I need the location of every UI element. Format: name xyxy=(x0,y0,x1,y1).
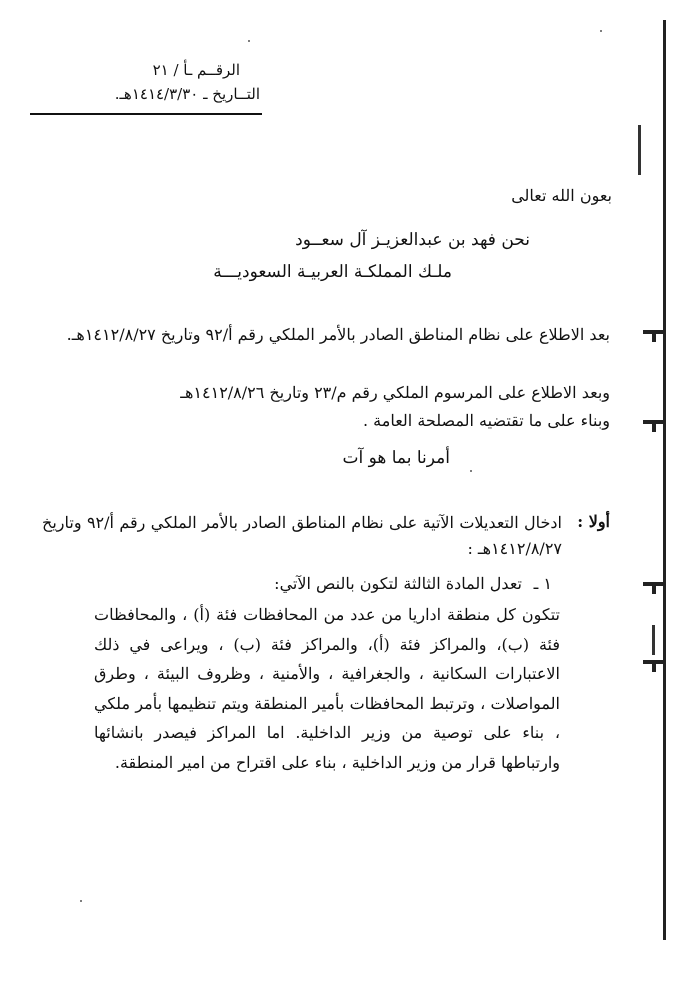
binder-mark xyxy=(643,660,665,664)
margin-rule xyxy=(663,20,666,940)
reference-number: الرقــم ـأ / ٢١ xyxy=(152,61,240,79)
binder-mark xyxy=(643,582,665,586)
speck xyxy=(80,900,82,902)
basmala: بعون الله تعالى xyxy=(511,186,612,205)
consideration-paragraph: وبعد الاطلاع على المرسوم الملكي رقم م/٢٣ وتاريخ ١٤١٢/٨/٢٦هـ xyxy=(180,383,610,402)
first-label: أولا : xyxy=(577,512,610,531)
order-line: أمرنا بما هو آت xyxy=(342,448,450,468)
first-text: ادخال التعديلات الآتية على نظام المناطق الصادر بالأمر الملكي رقم أ/٩٢ وتاريخ ١٤١٢/٨/٢٧هـ : xyxy=(42,513,563,558)
reference-date: التــاريخ ـ ١٤١٤/٣/٣٠هـ. xyxy=(114,85,260,103)
item-number: ١ ـ xyxy=(533,574,552,593)
speck xyxy=(248,40,250,42)
stray-mark xyxy=(638,125,641,175)
consideration-paragraph: بعد الاطلاع على نظام المناطق الصادر بالأمر الملكي رقم أ/٩٢ وتاريخ ١٤١٢/٨/٢٧هـ. xyxy=(66,325,610,344)
king-title: ملـك المملكـة العربيـة السعوديـــة xyxy=(213,262,452,282)
binder-mark xyxy=(643,330,665,334)
article-body: تتكون كل منطقة اداريا من عدد من المحافظات فئة (أ) ، والمحافظات فئة (ب)، والمراكز فئة (أ)، والمراكز فئة (ب) ، ويراعى في ذلك الاعتبارات السكانية ، والجغرافية ، والأمنية ، وظروف البيئة ، وطرق المواصلات ، وترتبط المحافظات بأمير المنطقة ويتم تنظيمها بأمر ملكي ، بناء على توصية من وزير الداخلية. اما المراكز فيصدر بانشائها وارتباطها قرار من وزير الداخلية ، بناء على اقتراح من امير المنطقة. xyxy=(94,605,560,772)
stray-mark xyxy=(652,625,655,655)
king-name: نحن فهد بن عبدالعزيـز آل سعــود xyxy=(295,230,530,250)
reference-block xyxy=(32,58,260,106)
consideration-paragraph: وبناء على ما تقتضيه المصلحة العامة . xyxy=(363,411,610,430)
binder-mark xyxy=(643,420,665,424)
speck xyxy=(470,470,472,472)
item-heading: تعدل المادة الثالثة لتكون بالنص الآتي: xyxy=(274,574,522,593)
reference-underline xyxy=(30,113,262,115)
speck xyxy=(600,30,602,32)
